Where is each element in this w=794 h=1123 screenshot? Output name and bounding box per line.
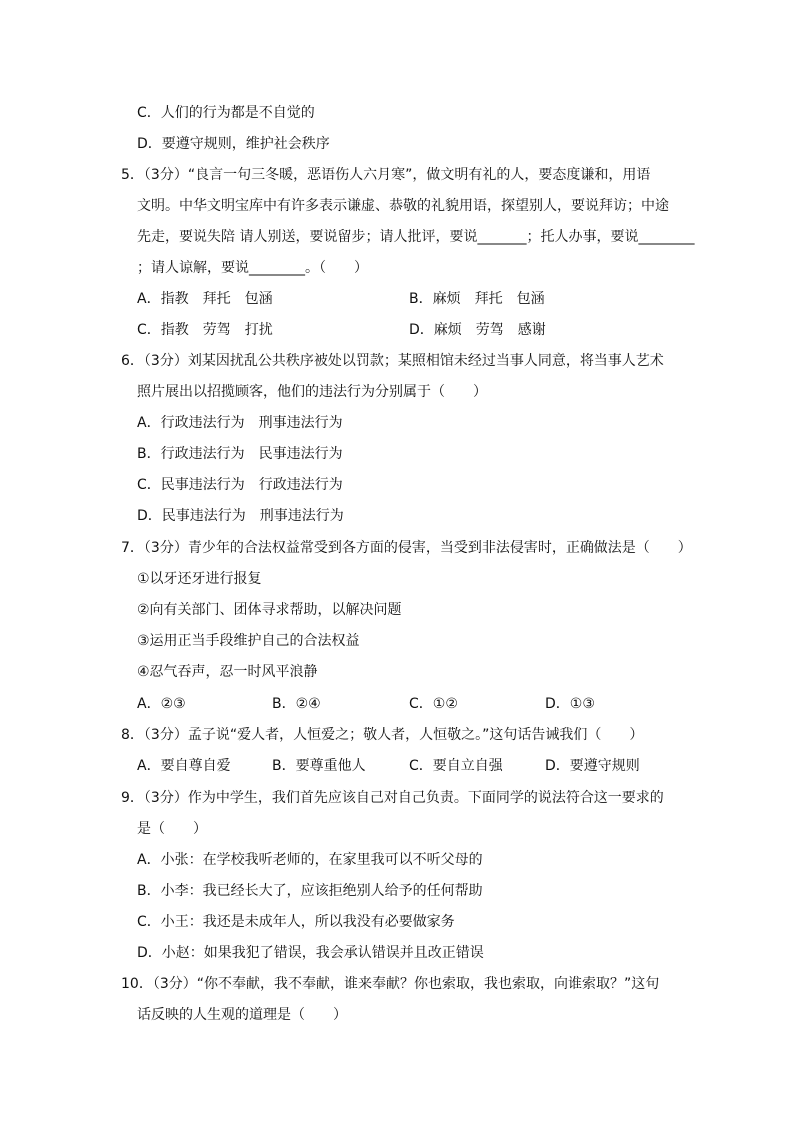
q4-option-d: D．要遵守规则，维护社会秩序 xyxy=(137,136,330,152)
q5-stem-line-1: 5．（3分）“良言一句三冬暖，恶语伤人六月寒”，做文明有礼的人，要态度谦和，用语 xyxy=(121,167,651,183)
q9-stem-line-1: 9．（3分）作为中学生，我们首先应该自己对自己负责。下面同学的说法符合这一要求的 xyxy=(121,790,664,806)
q8-option-d: D．要遵守规则 xyxy=(545,758,640,774)
q6-stem-line-2: 照片展出以招揽顾客，他们的违法行为分别属于（ ） xyxy=(137,384,487,400)
q7-statement-1: ①以牙还牙进行报复 xyxy=(137,571,262,587)
q8-stem-line-1: 8．（3分）孟子说“爱人者，人恒爱之；敬人者，人恒敬之。”这句话告诫我们（ ） xyxy=(121,727,644,743)
q7-option-d: D．①③ xyxy=(545,696,595,712)
q7-statement-4: ④忍气吞声，忍一时风平浪静 xyxy=(137,664,318,680)
q6-option-b: B．行政违法行为 民事违法行为 xyxy=(137,446,343,462)
q8-option-c: C．要自立自强 xyxy=(409,758,503,774)
q8-option-b: B．要尊重他人 xyxy=(272,758,366,774)
q6-option-d: D．民事违法行为 刑事违法行为 xyxy=(137,508,344,524)
q10-stem-line-2: 话反映的人生观的道理是（ ） xyxy=(137,1007,347,1023)
q4-option-c: C．人们的行为都是不自觉的 xyxy=(137,105,315,121)
q9-option-d: D．小赵：如果我犯了错误，我会承认错误并且改正错误 xyxy=(137,945,484,961)
q9-option-b: B．小李：我已经长大了，应该拒绝别人给予的任何帮助 xyxy=(137,883,483,899)
q7-statement-3: ③运用正当手段维护自己的合法权益 xyxy=(137,633,360,649)
q9-option-a: A．小张：在学校我听老师的，在家里我可以不听父母的 xyxy=(137,852,483,868)
q10-stem-line-1: 10．（3分）“你不奉献，我不奉献，谁来奉献？你也索取，我也索取，向谁索取？”这句 xyxy=(121,976,660,992)
q6-option-c: C．民事违法行为 行政违法行为 xyxy=(137,477,343,493)
q8-option-a: A．要自尊自爱 xyxy=(137,758,231,774)
q7-option-b: B．②④ xyxy=(272,696,321,712)
q5-stem-line-4: ；请人谅解，要说________。（ ） xyxy=(137,260,368,276)
q5-option-a: A．指教 拜托 包涵 xyxy=(137,291,273,307)
q5-stem-line-2: 文明。中华文明宝库中有许多表示谦虚、恭敬的礼貌用语，探望别人，要说拜访；中途 xyxy=(137,198,669,214)
q7-option-a: A．②③ xyxy=(137,696,186,712)
q6-stem-line-1: 6．（3分）刘某因扰乱公共秩序被处以罚款；某照相馆未经过当事人同意，将当事人艺术 xyxy=(121,353,664,369)
q5-stem-line-3: 先走，要说失陪 请人别送，要说留步；请人批评，要说_______；托人办事，要说________ xyxy=(137,229,695,245)
q5-option-c: C．指教 劳驾 打扰 xyxy=(137,322,273,338)
q9-option-c: C．小王：我还是未成年人，所以我没有必要做家务 xyxy=(137,914,455,930)
q7-stem-line-1: 7．（3分）青少年的合法权益常受到各方面的侵害，当受到非法侵害时，正确做法是（ ） xyxy=(121,540,692,556)
q7-statement-2: ②向有关部门、团体寻求帮助，以解决问题 xyxy=(137,602,402,618)
q6-option-a: A．行政违法行为 刑事违法行为 xyxy=(137,415,343,431)
q5-option-d: D．麻烦 劳驾 感谢 xyxy=(409,322,546,338)
q9-stem-line-2: 是（ ） xyxy=(137,821,207,837)
q7-option-c: C．①② xyxy=(409,696,458,712)
q5-option-b: B．麻烦 拜托 包涵 xyxy=(409,291,545,307)
